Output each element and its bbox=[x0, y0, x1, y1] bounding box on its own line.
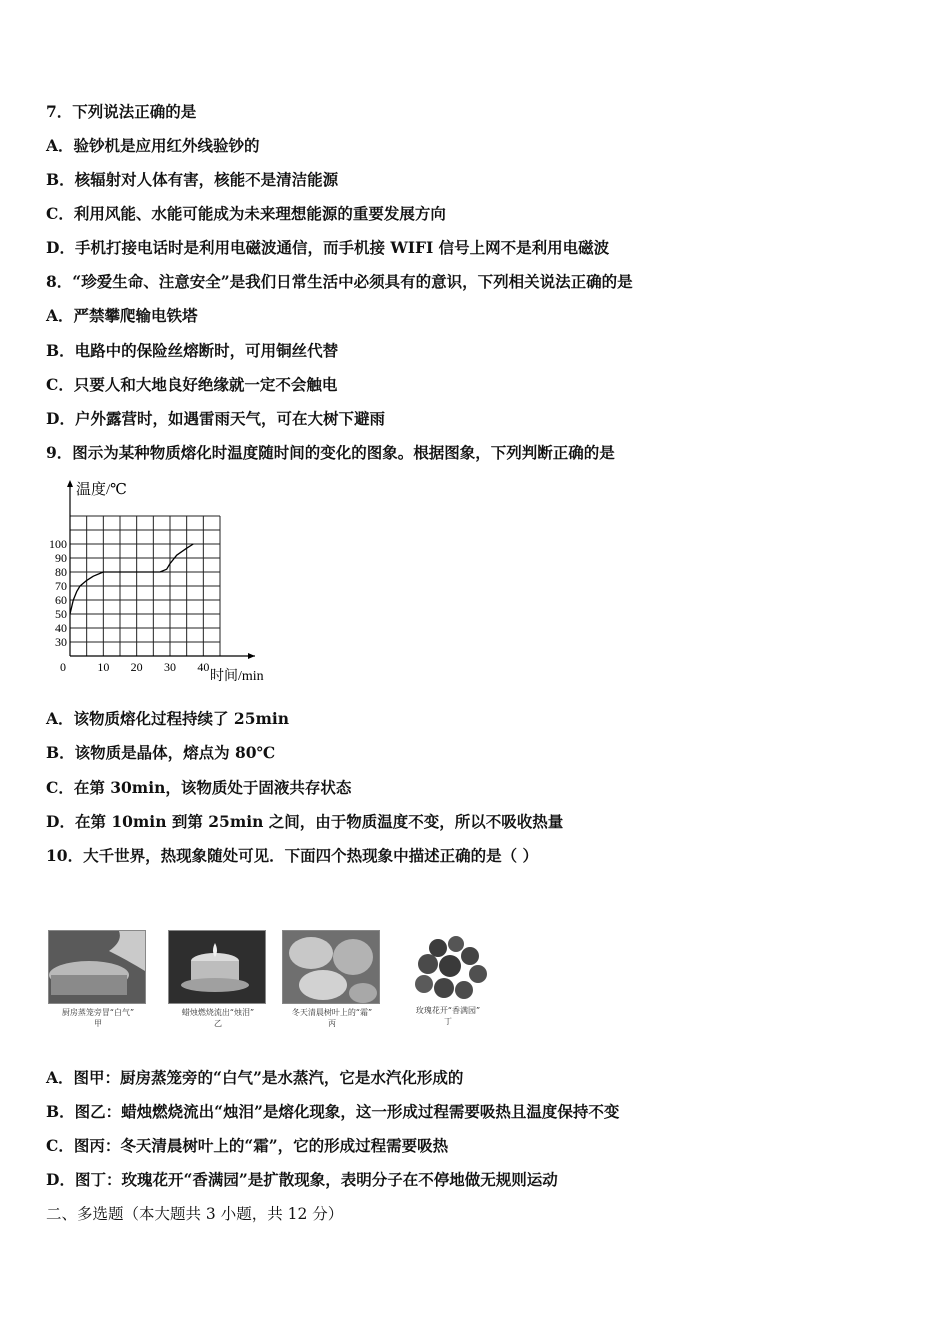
figure-yi bbox=[168, 930, 268, 1040]
q7-option-a: A．验钞机是应用红外线验钞的 bbox=[46, 136, 260, 155]
x-axis-arrow bbox=[248, 653, 255, 659]
y-tick-label: 90 bbox=[55, 551, 67, 565]
q9-option-c: C．在第 30min，该物质处于固液共存状态 bbox=[46, 778, 352, 797]
y-tick-label: 40 bbox=[55, 621, 67, 635]
series-line bbox=[70, 544, 193, 614]
y-tick-label: 70 bbox=[55, 579, 67, 593]
label-ding: 丁 bbox=[444, 1017, 452, 1026]
label-yi: 乙 bbox=[214, 1019, 222, 1028]
figure-jia bbox=[48, 930, 148, 1040]
label-bing: 丙 bbox=[328, 1019, 336, 1028]
q7-option-c: C．利用风能、水能可能成为未来理想能源的重要发展方向 bbox=[46, 204, 446, 223]
y-tick-label: 50 bbox=[55, 607, 67, 621]
origin-label: 0 bbox=[60, 660, 66, 674]
q7-stem: 7．下列说法正确的是 bbox=[46, 102, 197, 121]
q10-option-a: A．图甲：厨房蒸笼旁的“白气”是水蒸汽，它是水汽化形成的 bbox=[46, 1068, 464, 1087]
q8-option-b: B．电路中的保险丝熔断时，可用铜丝代替 bbox=[46, 341, 339, 360]
y-tick-label: 80 bbox=[55, 565, 67, 579]
rose-photo bbox=[398, 930, 494, 1002]
caption-bing: 冬天清晨树叶上的“霜” bbox=[291, 1008, 373, 1017]
q9-option-a: A．该物质熔化过程持续了 25min bbox=[46, 709, 290, 728]
y-tick-label: 100 bbox=[49, 537, 67, 551]
label-jia: 甲 bbox=[94, 1019, 102, 1028]
q8-option-a: A．严禁攀爬输电铁塔 bbox=[46, 306, 198, 325]
y-axis-arrow bbox=[67, 480, 73, 487]
figure-bing bbox=[282, 930, 382, 1040]
q10-option-c: C．图丙：冬天清晨树叶上的“霜”，它的形成过程需要吸热 bbox=[46, 1136, 449, 1155]
frost-leaves-photo bbox=[282, 930, 380, 1004]
q10-option-d: D．图丁：玫瑰花开“香满园”是扩散现象，表明分子在不停地做无规则运动 bbox=[46, 1170, 558, 1189]
y-tick-label: 60 bbox=[55, 593, 67, 607]
q9-option-b: B．该物质是晶体，熔点为 80℃ bbox=[46, 743, 276, 762]
caption-yi: 蜡烛燃烧流出“烛泪” bbox=[181, 1008, 255, 1017]
x-tick-label: 30 bbox=[164, 660, 176, 674]
q10-option-b: B．图乙：蜡烛燃烧流出“烛泪”是熔化现象，这一形成过程需要吸热且温度保持不变 bbox=[46, 1102, 620, 1121]
y-tick-label: 30 bbox=[55, 635, 67, 649]
x-tick-label: 20 bbox=[130, 660, 143, 674]
graph-series bbox=[70, 544, 193, 614]
q10-stem: 10．大千世界，热现象随处可见．下面四个热现象中描述正确的是（ ） bbox=[46, 846, 538, 865]
x-tick-label: 40 bbox=[197, 660, 210, 674]
q9-option-d: D．在第 10min 到第 25min 之间，由于物质温度不变，所以不吸收热量 bbox=[46, 812, 564, 831]
section-2-heading: 二、多选题（本大题共 3 小题，共 12 分） bbox=[46, 1205, 344, 1223]
graph-axes bbox=[67, 480, 255, 659]
caption-jia: 厨房蒸笼旁冒“白气” bbox=[61, 1008, 135, 1017]
x-tick-label: 10 bbox=[97, 660, 110, 674]
melting-graph bbox=[40, 476, 280, 691]
q8-option-d: D．户外露营时，如遇雷雨天气，可在大树下避雨 bbox=[46, 409, 385, 428]
steamer-photo bbox=[48, 930, 146, 1004]
y-axis-label: 温度/℃ bbox=[76, 482, 127, 498]
q9-stem: 9．图示为某种物质熔化时温度随时间的变化的图象。根据图象，下列判断正确的是 bbox=[46, 443, 615, 462]
q7-option-d: D．手机打接电话时是利用电磁波通信，而手机接 WIFI 信号上网不是利用电磁波 bbox=[46, 238, 610, 257]
candle-photo bbox=[168, 930, 266, 1004]
x-axis-label: 时间/min bbox=[210, 669, 264, 684]
q8-stem: 8．“珍爱生命、注意安全”是我们日常生活中必须具有的意识，下列相关说法正确的是 bbox=[46, 272, 633, 291]
figure-ding bbox=[398, 930, 498, 1040]
q8-option-c: C．只要人和大地良好绝缘就一定不会触电 bbox=[46, 375, 338, 394]
q7-option-b: B．核辐射对人体有害，核能不是清洁能源 bbox=[46, 170, 339, 189]
caption-ding: 玫瑰花开“香满园” bbox=[415, 1006, 481, 1015]
graph-grid bbox=[70, 516, 220, 656]
